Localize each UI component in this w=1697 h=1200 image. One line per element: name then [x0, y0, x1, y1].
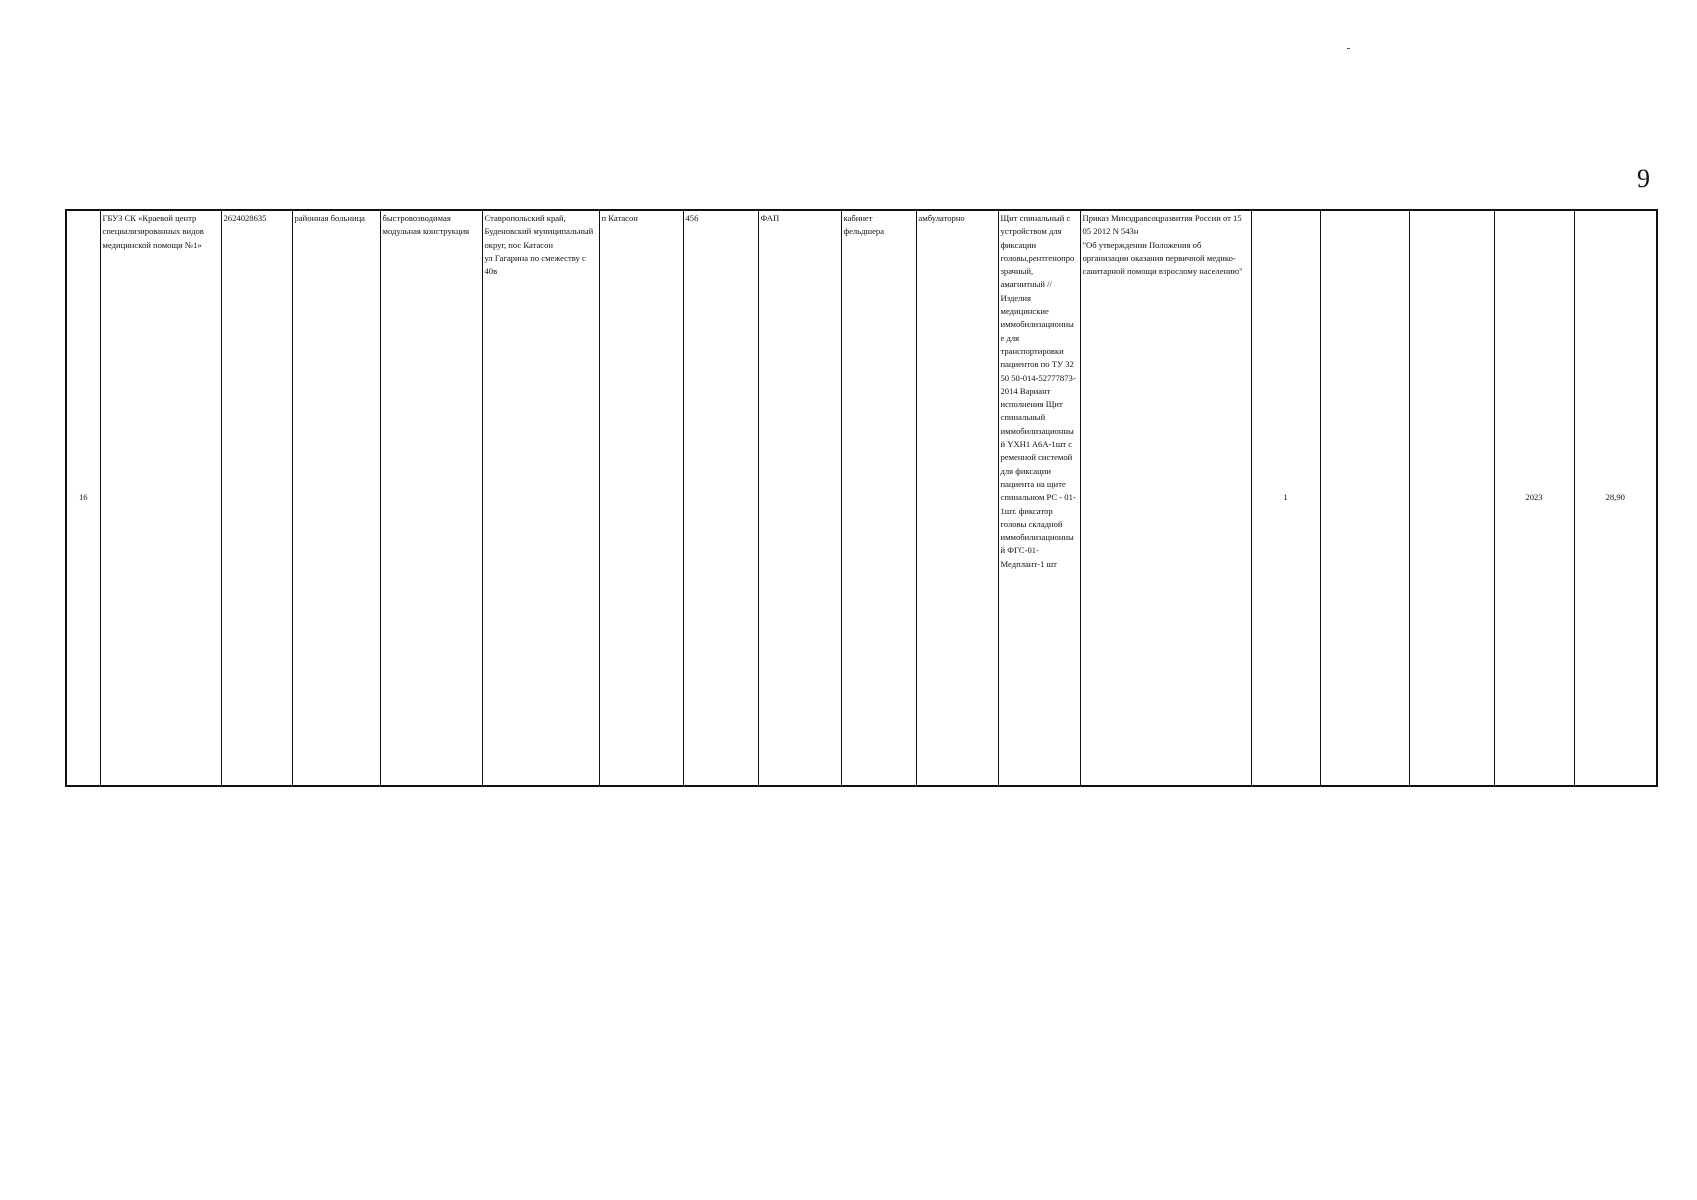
building-type: быстровозводимая модульная конструкция — [382, 213, 470, 237]
building-type-cell — [380, 210, 482, 786]
regulation-cell — [1080, 210, 1251, 786]
unit-cell — [758, 210, 841, 786]
scan-dot — [1347, 48, 1350, 49]
inn-value: 2624028635 — [223, 213, 267, 223]
regulation: Приказ Минздравсоцразвития России от 15 05 2012 N 543н "Об утверждении Положения об организации оказания первичной медико-санитарной помощи взрослому населению" — [1082, 213, 1243, 277]
inn-cell — [221, 210, 292, 786]
organization-name: ГБУЗ СК «Краевой центр специализированных видов медицинской помощи №1» — [102, 213, 204, 250]
row-index: 16 — [78, 492, 88, 503]
quantity: 1 — [1283, 492, 1288, 503]
population-cell — [683, 210, 758, 786]
unit: ФАП — [760, 213, 780, 223]
amount: 28,90 — [1605, 492, 1625, 503]
care-condition: амбулаторно — [918, 213, 965, 223]
empty-cell-2 — [1409, 210, 1494, 786]
population: 456 — [685, 213, 699, 223]
row-index-cell — [66, 210, 100, 786]
year-cell — [1494, 210, 1574, 786]
settlement-cell — [599, 210, 683, 786]
page-number: 9 — [1637, 164, 1650, 193]
equipment-cell — [998, 210, 1080, 786]
facility-type: районная больница — [294, 213, 365, 223]
empty-cell-1 — [1320, 210, 1409, 786]
settlement: п Катасон — [601, 213, 638, 223]
organization-cell — [100, 210, 221, 786]
amount-cell — [1574, 210, 1657, 786]
room-cell — [841, 210, 916, 786]
equipment-table — [65, 209, 1658, 787]
year: 2023 — [1525, 492, 1543, 503]
equipment-description: Щит спинальный с устройством для фиксации головы,рентгенопрозрачный, амагнитный //Изделия медицинские иммобилизационные для транспортировки пациентов по ТУ 32 50 50-014-52777873-2014 Вариант исполнения Щит спинальный иммобилизационный YXH1 A6A-1шт с ременной системой для фиксации пациента на щите спинальном РС - 01-1шт. фиксатор головы складной иммобилизационный ФГС-01-Медплант-1 шт — [1000, 213, 1076, 569]
address: Ставропольский край, Буденовский муниципальный округ, пос Катасон ул Гагарина по смежеству с 40в — [484, 213, 594, 277]
facility-type-cell — [292, 210, 380, 786]
address-cell — [482, 210, 599, 786]
care-condition-cell — [916, 210, 998, 786]
table-row — [66, 210, 1657, 786]
quantity-cell — [1251, 210, 1320, 786]
room: кабинет фельдшера — [843, 213, 885, 237]
